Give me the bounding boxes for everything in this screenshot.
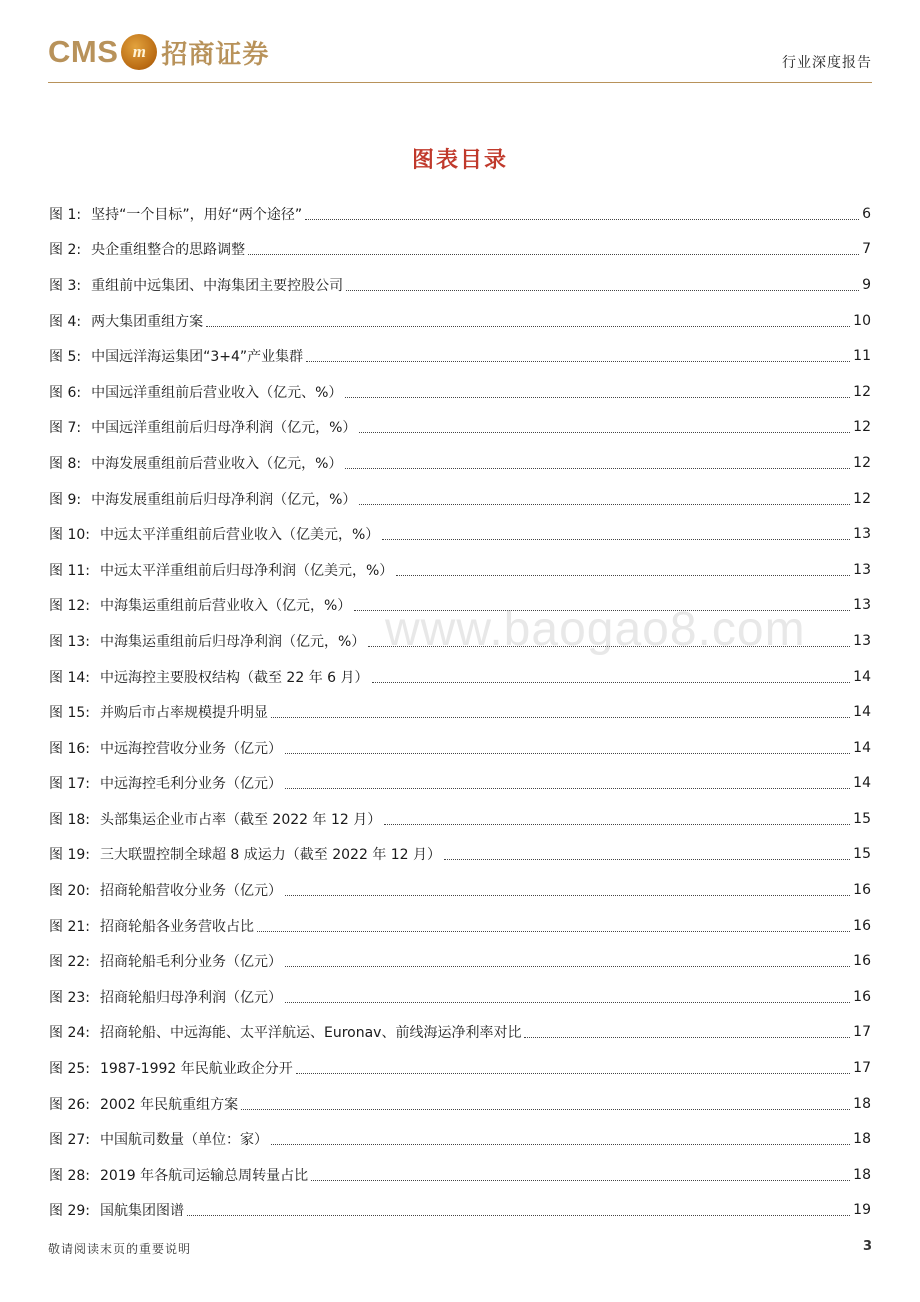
toc-dot-leader: [372, 681, 851, 683]
toc-entry[interactable]: [49, 1050, 871, 1086]
toc-entry-page: 16: [853, 882, 871, 899]
toc-dot-leader: [248, 253, 859, 255]
toc-dot-leader: [354, 609, 850, 611]
toc-dot-leader: [311, 1179, 850, 1181]
toc-entry[interactable]: [49, 623, 871, 659]
toc-entry[interactable]: [49, 267, 871, 303]
toc-entry-title: 招商轮船毛利分业务（亿元）: [99, 954, 282, 971]
toc-dot-leader: [368, 645, 850, 647]
toc-entry-label: 图 4:: [49, 313, 82, 330]
toc-entry-page: 16: [853, 953, 871, 970]
toc-dot-leader: [271, 716, 850, 718]
toc-entry[interactable]: [49, 943, 871, 979]
toc-dot-leader: [271, 1143, 850, 1145]
toc-entry[interactable]: [49, 979, 871, 1015]
toc-entry-label: 图 20:: [49, 883, 90, 900]
toc-entry-page: 18: [853, 1095, 871, 1112]
toc-dot-leader: [359, 431, 850, 433]
toc-entry-label: 图 16:: [49, 740, 90, 757]
toc-entry-title: 中海集运重组前后营业收入（亿元，%）: [99, 598, 352, 615]
toc-entry-page: 11: [853, 348, 871, 365]
toc-entry[interactable]: [49, 694, 871, 730]
toc-entry-title: 中远海控主要股权结构（截至 22 年 6 月）: [99, 669, 369, 686]
toc-entry[interactable]: [49, 1121, 871, 1157]
toc-entry-page: 10: [853, 312, 871, 329]
toc-entry-page: 14: [853, 775, 871, 792]
logo-latin-text: CMS: [48, 34, 119, 69]
toc-entry-page: 18: [853, 1131, 871, 1148]
toc-entry-page: 13: [853, 526, 871, 543]
toc-dot-leader: [285, 1001, 850, 1003]
toc-entry[interactable]: [49, 1015, 871, 1051]
toc-dot-leader: [359, 503, 850, 505]
toc-entry-title: 中国远洋海运集团“3+4”产业集群: [91, 349, 304, 366]
toc-entry-title: 国航集团图谱: [99, 1203, 184, 1220]
toc-dot-leader: [346, 289, 859, 291]
cms-logo: [48, 30, 269, 74]
toc-entry-title: 坚持“一个目标”，用好“两个途径”: [91, 206, 303, 223]
toc-entry[interactable]: [49, 659, 871, 695]
toc-entry-label: 图 24:: [49, 1025, 90, 1042]
toc-entry[interactable]: [49, 232, 871, 268]
toc-entry-label: 图 28:: [49, 1167, 90, 1184]
toc-entry-title: 招商轮船归母净利润（亿元）: [99, 989, 282, 1006]
toc-dot-leader: [285, 894, 850, 896]
toc-entry-label: 图 23:: [49, 989, 90, 1006]
toc-entry-label: 图 8:: [49, 455, 82, 472]
toc-entry-title: 三大联盟控制全球超 8 成运力（截至 2022 年 12 月）: [99, 847, 442, 864]
toc-entry-page: 9: [862, 276, 871, 293]
toc-entry-label: 图 10:: [49, 527, 90, 544]
header-divider: [48, 82, 872, 83]
toc-entry-label: 图 27:: [49, 1132, 90, 1149]
toc-entry-label: 图 19:: [49, 847, 90, 864]
toc-dot-leader: [285, 752, 850, 754]
toc-entry-page: 13: [853, 561, 871, 578]
watermark: www.baogao8.com: [385, 603, 806, 656]
toc-entry-title: 2002 年民航重组方案: [99, 1096, 239, 1113]
toc-entry-title: 中远太平洋重组前后营业收入（亿美元，%）: [99, 527, 380, 544]
toc-entry-label: 图 26:: [49, 1096, 90, 1113]
toc-entry[interactable]: [49, 552, 871, 588]
toc-entry-page: 12: [853, 419, 871, 436]
toc-dot-leader: [296, 1072, 850, 1074]
toc-entry-label: 图 2:: [49, 242, 82, 259]
toc-dot-leader: [257, 930, 850, 932]
toc-entry-title: 重组前中远集团、中海集团主要控股公司: [91, 277, 344, 294]
toc-entry[interactable]: [49, 766, 871, 802]
toc-dot-leader: [345, 467, 850, 469]
toc-entry[interactable]: [49, 801, 871, 837]
toc-entry-title: 招商轮船、中远海能、太平洋航运、Euronav、前线海运净利率对比: [99, 1025, 522, 1042]
toc-entry-label: 图 14:: [49, 669, 90, 686]
toc-entry-page: 13: [853, 632, 871, 649]
report-type: 行业深度报告: [782, 55, 872, 71]
toc-entry[interactable]: [49, 588, 871, 624]
toc-entry-page: 12: [853, 490, 871, 507]
toc-entry-label: 图 21:: [49, 918, 90, 935]
toc-entry-label: 图 1:: [49, 206, 82, 223]
toc-dot-leader: [306, 360, 850, 362]
toc-entry[interactable]: [49, 481, 871, 517]
toc-dot-leader: [382, 538, 850, 540]
toc-entry[interactable]: [49, 1086, 871, 1122]
toc-entry-label: 图 7:: [49, 420, 82, 437]
toc-entry-title: 中远太平洋重组前后归母净利润（亿美元，%）: [99, 562, 394, 579]
toc-entry[interactable]: [49, 338, 871, 374]
toc-entry-title: 两大集团重组方案: [91, 313, 204, 330]
toc-entry-page: 6: [862, 205, 871, 222]
toc-entry[interactable]: [49, 730, 871, 766]
toc-entry-title: 2019 年各航司运输总周转量占比: [99, 1167, 309, 1184]
toc-entry-title: 中国远洋重组前后归母净利润（亿元，%）: [91, 420, 357, 437]
toc-dot-leader: [206, 325, 850, 327]
toc-entry-label: 图 12:: [49, 598, 90, 615]
page-number: 3: [862, 1239, 872, 1254]
toc-entry-page: 14: [853, 704, 871, 721]
toc-entry[interactable]: [49, 837, 871, 873]
toc-entry-title: 中海发展重组前后营业收入（亿元，%）: [91, 455, 343, 472]
toc-entry-label: 图 18:: [49, 811, 90, 828]
toc-entry-page: 15: [853, 810, 871, 827]
toc-entry-page: 14: [853, 668, 871, 685]
toc-entry-label: 图 22:: [49, 954, 90, 971]
toc-entry-page: 12: [853, 383, 871, 400]
toc-entry-label: 图 9:: [49, 491, 82, 508]
toc-entry[interactable]: [49, 872, 871, 908]
toc-entry-title: 中远海控营收分业务（亿元）: [99, 740, 282, 757]
toc-entry-label: 图 15:: [49, 705, 90, 722]
toc-entry-title: 招商轮船各业务营收占比: [99, 918, 254, 935]
toc-entry-label: 图 25:: [49, 1061, 90, 1078]
toc-dot-leader: [285, 965, 850, 967]
toc-entry-title: 中海发展重组前后归母净利润（亿元，%）: [91, 491, 357, 508]
toc-entry-title: 中海集运重组前后归母净利润（亿元，%）: [99, 633, 366, 650]
toc-entry-title: 1987-1992 年民航业政企分开: [99, 1061, 293, 1078]
toc-entry[interactable]: [49, 374, 871, 410]
toc-list: [49, 196, 871, 1228]
toc-entry-title: 央企重组整合的思路调整: [91, 242, 246, 259]
toc-entry-page: 7: [862, 241, 871, 258]
toc-entry-page: 18: [853, 1166, 871, 1183]
logo-chinese-text: 招商证券: [161, 39, 270, 70]
toc-entry-title: 中国远洋重组前后营业收入（亿元、%）: [91, 384, 343, 401]
toc-entry-page: 19: [853, 1202, 871, 1219]
toc-entry[interactable]: [49, 196, 871, 232]
toc-dot-leader: [444, 858, 850, 860]
toc-dot-leader: [285, 787, 850, 789]
toc-title: 图表目录: [411, 147, 508, 173]
toc-entry[interactable]: [49, 303, 871, 339]
toc-entry-page: 17: [853, 1024, 871, 1041]
toc-entry-page: 14: [853, 739, 871, 756]
toc-entry[interactable]: [49, 410, 871, 446]
toc-entry-title: 中国航司数量（单位：家）: [99, 1132, 268, 1149]
toc-entry-title: 招商轮船营收分业务（亿元）: [99, 883, 282, 900]
toc-entry[interactable]: [49, 516, 871, 552]
toc-dot-leader: [241, 1108, 850, 1110]
toc-entry-label: 图 29:: [49, 1203, 90, 1220]
toc-dot-leader: [305, 218, 859, 220]
footer-notice: 敬请阅读末页的重要说明: [48, 1242, 192, 1256]
toc-entry[interactable]: [49, 445, 871, 481]
toc-entry-page: 15: [853, 846, 871, 863]
toc-entry-label: 图 17:: [49, 776, 90, 793]
toc-entry-label: 图 3:: [49, 277, 82, 294]
toc-entry[interactable]: [49, 1193, 871, 1229]
toc-dot-leader: [396, 574, 850, 576]
toc-entry-label: 图 13:: [49, 633, 90, 650]
toc-entry-page: 17: [853, 1060, 871, 1077]
toc-dot-leader: [384, 823, 850, 825]
toc-dot-leader: [187, 1214, 850, 1216]
toc-entry[interactable]: [49, 908, 871, 944]
toc-entry-label: 图 5:: [49, 349, 82, 366]
toc-entry-label: 图 11:: [49, 562, 90, 579]
toc-entry-title: 中远海控毛利分业务（亿元）: [99, 776, 282, 793]
toc-dot-leader: [524, 1036, 850, 1038]
toc-entry-title: 并购后市占率规模提升明显: [99, 705, 268, 722]
toc-entry-title: 头部集运企业市占率（截至 2022 年 12 月）: [99, 811, 382, 828]
toc-entry[interactable]: [49, 1157, 871, 1193]
toc-entry-page: 12: [853, 454, 871, 471]
toc-dot-leader: [345, 396, 850, 398]
logo-seal-icon: m: [121, 34, 157, 70]
toc-entry-page: 13: [853, 597, 871, 614]
toc-entry-page: 16: [853, 917, 871, 934]
toc-entry-page: 16: [853, 988, 871, 1005]
toc-entry-label: 图 6:: [49, 384, 82, 401]
page-header: [48, 30, 872, 82]
